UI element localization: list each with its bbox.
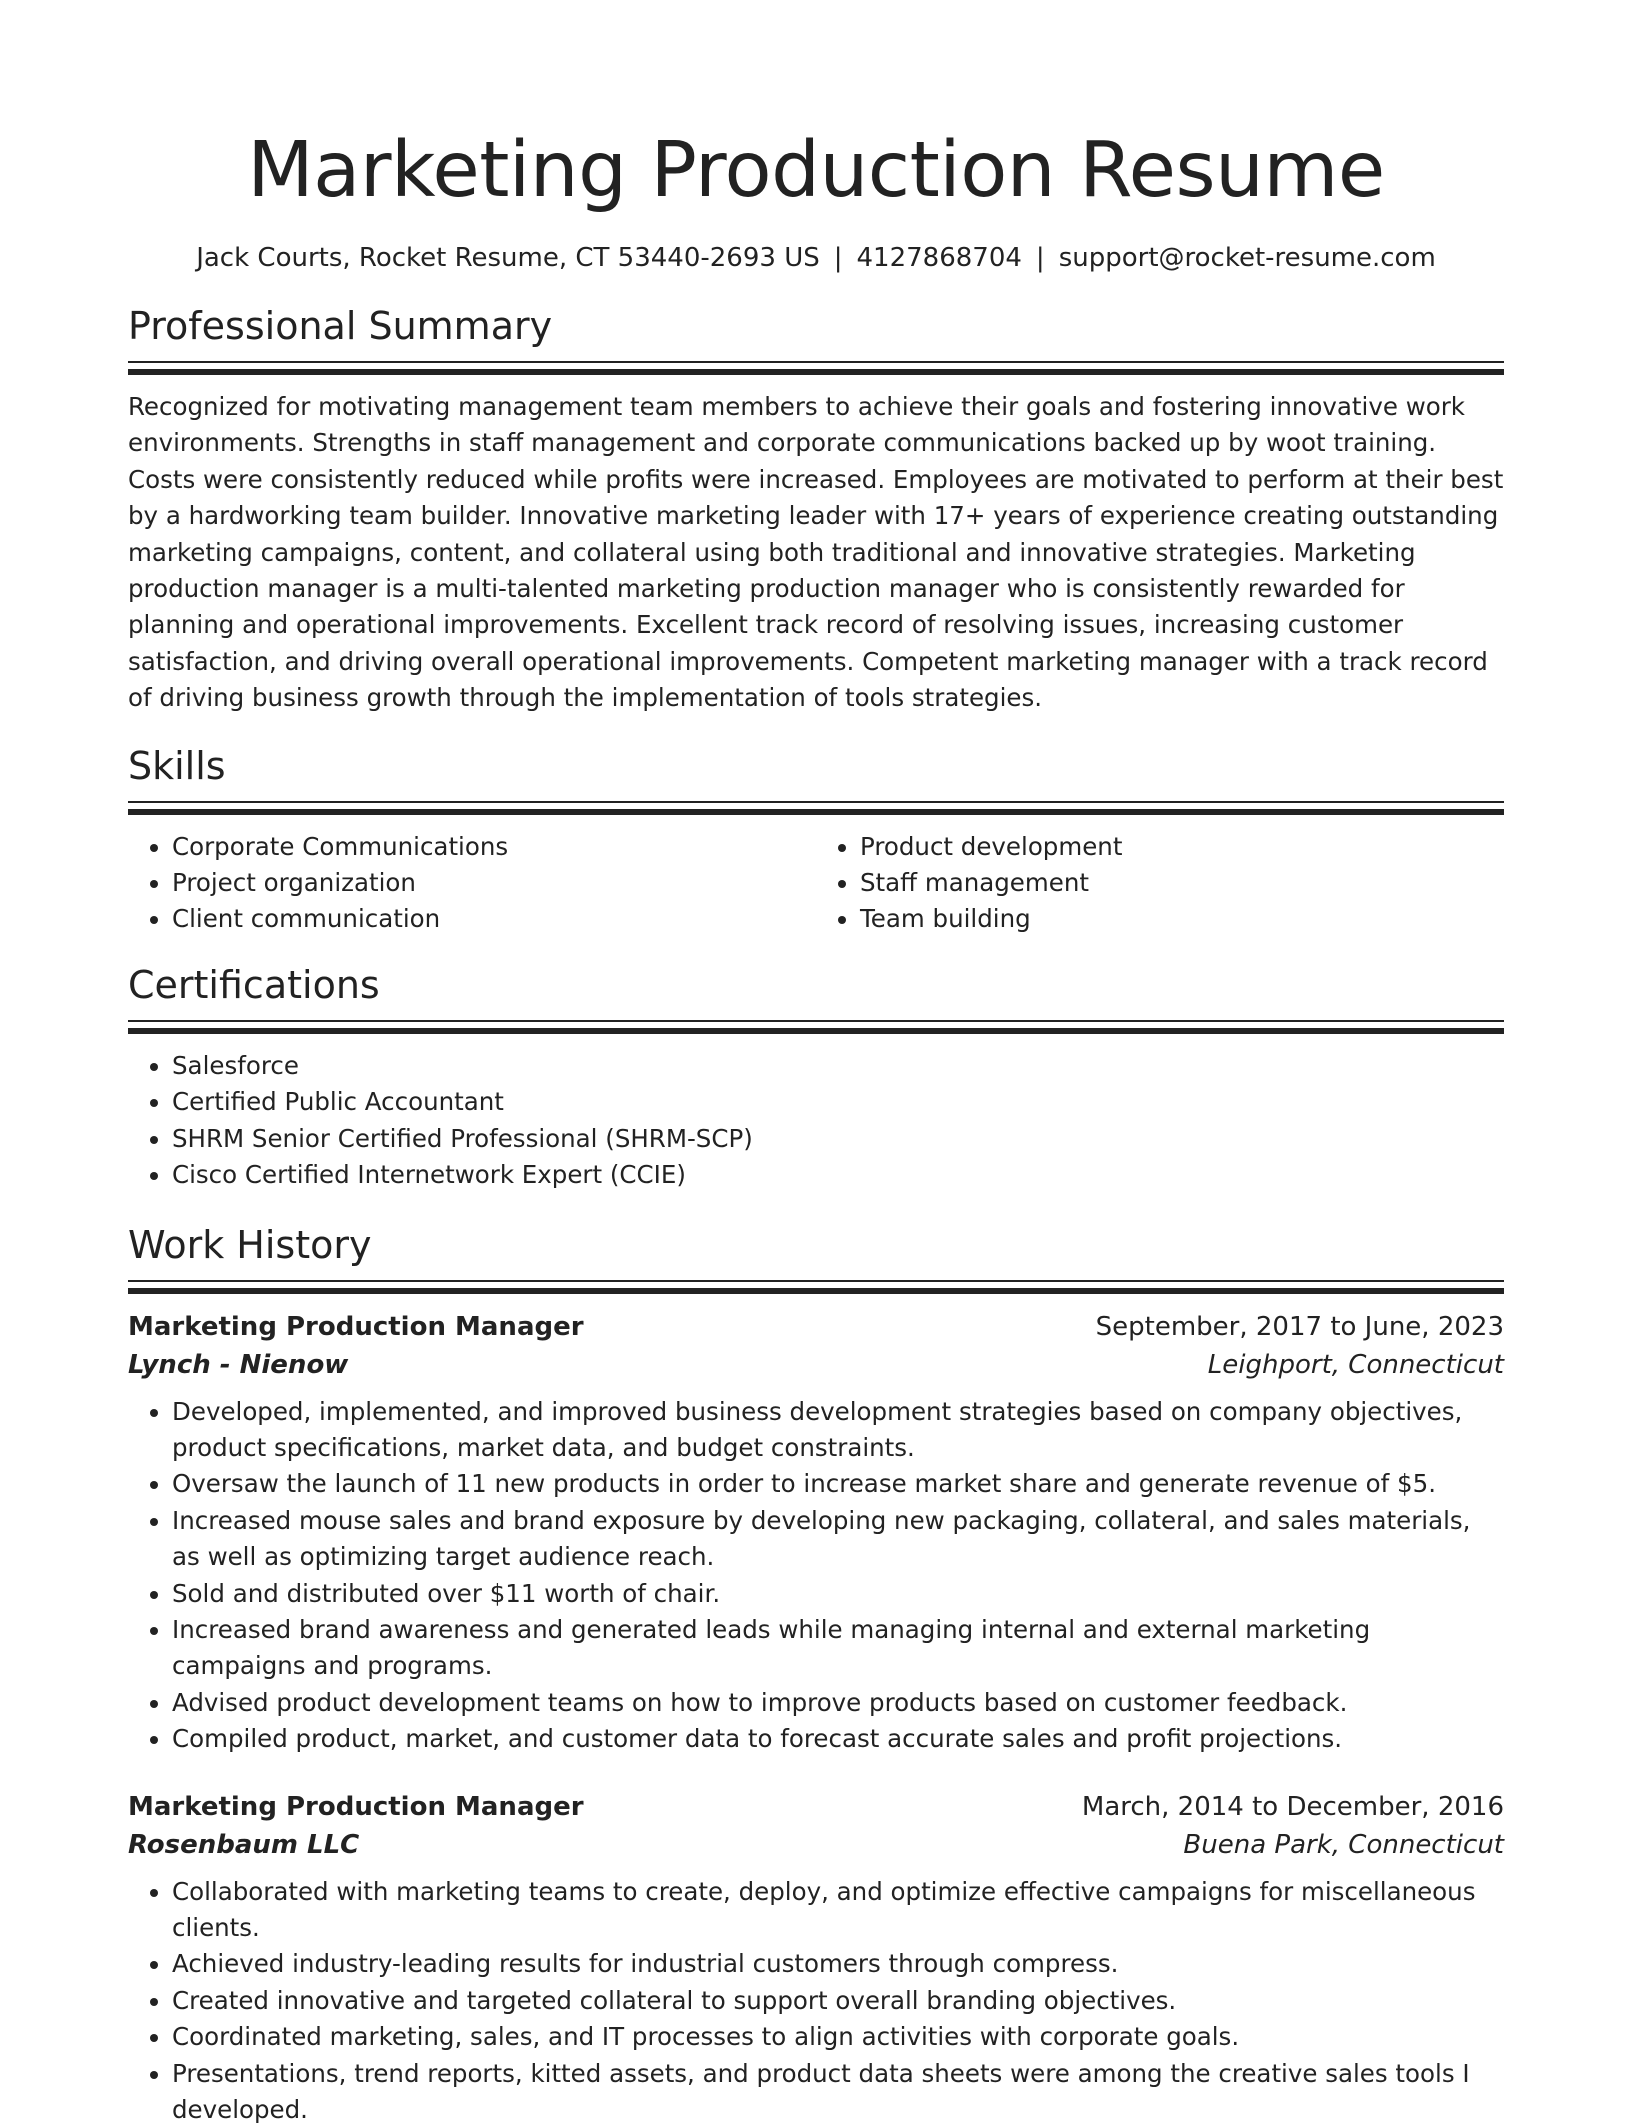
- job-bullet: • Oversaw the launch of 11 new products in order to increase market share and generate revenue of $5.: [172, 1466, 1504, 1502]
- job-dates: March, 2014 to December, 2016: [1082, 1788, 1504, 1826]
- job-bullet: • Coordinated marketing, sales, and IT processes to align activities with corporate goals.: [172, 2019, 1504, 2055]
- section-divider: [128, 361, 1504, 375]
- skills-grid: [128, 829, 1504, 938]
- section-divider: [128, 801, 1504, 815]
- job-bullet: • Developed, implemented, and improved business development strategies based on company objectives, product specifications, market data, and budget constraints.: [172, 1394, 1504, 1467]
- certification-item: • Cisco Certified Internetwork Expert (CCIE): [172, 1157, 1504, 1193]
- contact-line: [128, 240, 1504, 276]
- certifications-heading: Certifications: [128, 960, 1504, 1010]
- skill-item: • Corporate Communications: [172, 829, 816, 865]
- section-divider: [128, 1280, 1504, 1294]
- summary-section: [128, 301, 1504, 717]
- job-bullet: • Sold and distributed over $11 worth of chair.: [172, 1576, 1504, 1612]
- section-divider: [128, 1020, 1504, 1034]
- certification-item: • Salesforce: [172, 1048, 1504, 1084]
- job-company: Rosenbaum LLC: [128, 1826, 359, 1864]
- job-location: Buena Park, Connecticut: [1183, 1826, 1504, 1864]
- contact-separator: |: [820, 243, 857, 273]
- job-company: Lynch - Nienow: [128, 1346, 348, 1384]
- certifications-list: [128, 1048, 1504, 1194]
- certification-item: • Certified Public Accountant: [172, 1084, 1504, 1120]
- job-entry: [128, 1308, 1504, 1758]
- job-bullets: [128, 1874, 1504, 2128]
- certification-item: • SHRM Senior Certified Professional (SHRM-SCP): [172, 1121, 1504, 1157]
- job-bullets: [128, 1394, 1504, 1758]
- job-entry: [128, 1788, 1504, 2128]
- job-bullet: • Collaborated with marketing teams to create, deploy, and optimize effective campaigns for miscellaneous clients.: [172, 1874, 1504, 1947]
- skill-item: • Client communication: [172, 901, 816, 937]
- summary-heading: Professional Summary: [128, 301, 1504, 351]
- contact-phone: 4127868704: [857, 243, 1022, 273]
- certifications-section: [128, 960, 1504, 1194]
- contact-address: Jack Courts, Rocket Resume, CT 53440-2693 US: [196, 243, 820, 273]
- summary-text: Recognized for motivating management team members to achieve their goals and fostering innovative work environments. Strengths in staff management and corporate communications backed up by woot training. Costs were consistently reduced while profits were increased. Employees are motivated to perform at their best by a hardworking team builder. Innovative marketing leader with 17+ years of experience creating outstanding marketing campaigns, content, and collateral using both traditional and innovative strategies. Marketing production manager is a multi-talented marketing production manager who is consistently rewarded for planning and operational improvements. Excellent track record of resolving issues, increasing customer satisfaction, and driving overall operational improvements. Competent marketing manager with a track record of driving business growth through the implementation of tools strategies.: [128, 389, 1504, 717]
- job-bullet: • Compiled product, market, and customer data to forecast accurate sales and profit projections.: [172, 1721, 1504, 1757]
- contact-separator: |: [1022, 243, 1059, 273]
- skill-item: • Team building: [860, 901, 1504, 937]
- skills-list-left: [128, 829, 816, 938]
- skill-item: • Staff management: [860, 865, 1504, 901]
- job-bullet: • Increased brand awareness and generated leads while managing internal and external marketing campaigns and programs.: [172, 1612, 1504, 1685]
- job-bullet: • Presentations, trend reports, kitted assets, and product data sheets were among the creative sales tools I developed.: [172, 2056, 1504, 2128]
- work-history-section: [128, 1220, 1504, 2128]
- job-bullet: • Increased mouse sales and brand exposure by developing new packaging, collateral, and sales materials, as well as optimizing target audience reach.: [172, 1503, 1504, 1576]
- job-dates: September, 2017 to June, 2023: [1096, 1308, 1504, 1346]
- work-history-heading: Work History: [128, 1220, 1504, 1270]
- job-location: Leighport, Connecticut: [1208, 1346, 1504, 1384]
- skills-list-right: [816, 829, 1504, 938]
- job-title: Marketing Production Manager: [128, 1788, 584, 1826]
- skill-item: • Product development: [860, 829, 1504, 865]
- skills-section: [128, 741, 1504, 938]
- job-bullet: • Created innovative and targeted collateral to support overall branding objectives.: [172, 1983, 1504, 2019]
- job-subheader: [128, 1826, 1504, 1864]
- contact-email: support@rocket-resume.com: [1059, 243, 1436, 273]
- job-subheader: [128, 1346, 1504, 1384]
- skill-item: • Project organization: [172, 865, 816, 901]
- job-bullet: • Advised product development teams on how to improve products based on customer feedback.: [172, 1685, 1504, 1721]
- job-bullet: • Achieved industry-leading results for industrial customers through compress.: [172, 1946, 1504, 1982]
- job-header: [128, 1788, 1504, 1826]
- job-title: Marketing Production Manager: [128, 1308, 584, 1346]
- job-header: [128, 1308, 1504, 1346]
- resume-title: Marketing Production Resume: [128, 0, 1504, 221]
- skills-heading: Skills: [128, 741, 1504, 791]
